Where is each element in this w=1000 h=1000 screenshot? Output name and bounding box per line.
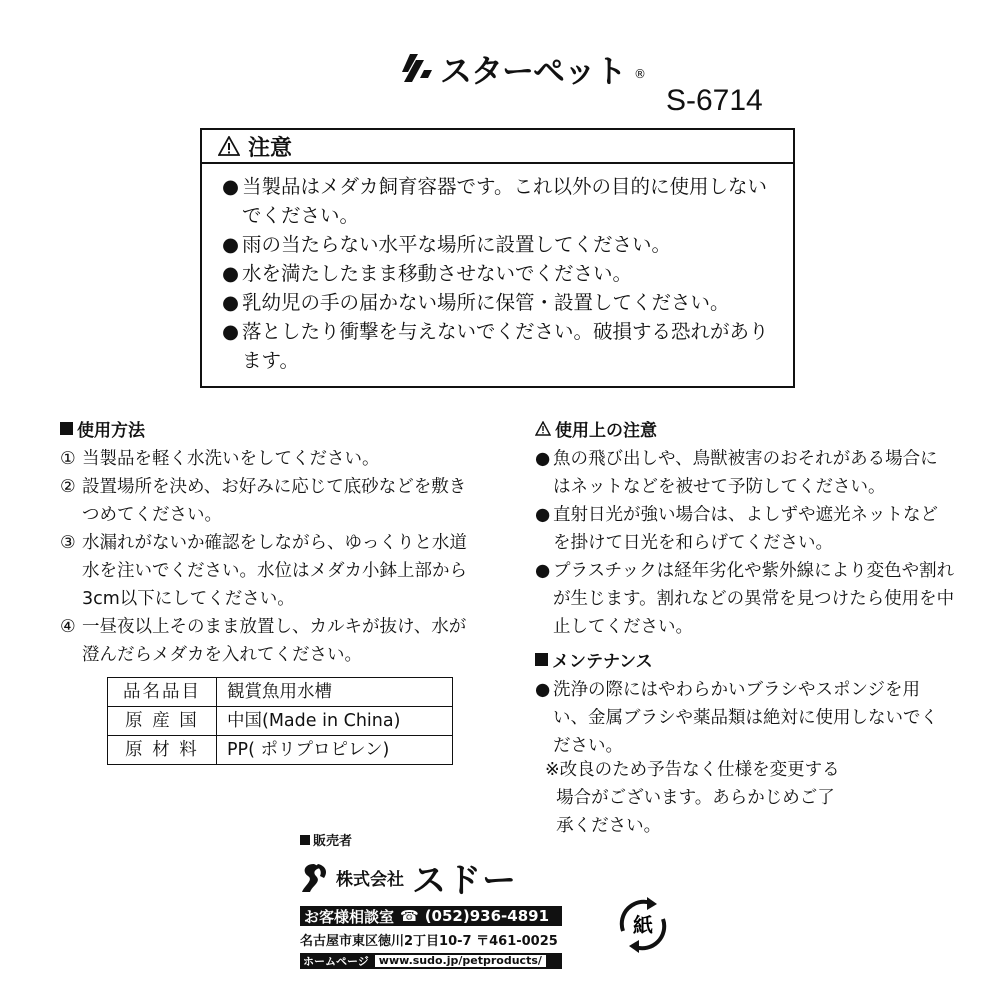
warning-item: ● 乳幼児の手の届かない場所に保管・設置してください。 <box>222 288 783 317</box>
brand-name: スターペット <box>440 52 627 90</box>
step-text: 設置場所を決め、お好みに応じて底砂などを敷きつめてください。 <box>82 477 467 525</box>
seller-block <box>300 830 570 969</box>
warning-list <box>202 172 793 375</box>
usage-steps <box>60 445 470 669</box>
company-logo-icon <box>300 862 328 894</box>
seller-label: 販売者 <box>313 834 353 849</box>
model-number: S-6714 <box>666 84 763 117</box>
usage-step <box>60 473 470 529</box>
company-name: スドー <box>412 861 517 901</box>
phone-label: お客様相談室 <box>304 907 395 926</box>
usage-header <box>60 416 470 441</box>
brand-header <box>400 46 646 92</box>
usage-step <box>60 529 470 613</box>
warning-triangle-icon <box>218 136 240 156</box>
maintenance-title: メンテナンス <box>552 652 653 672</box>
spec-key: 原 材 料 <box>108 736 217 765</box>
company-kind: 株式会社 <box>336 870 404 890</box>
spec-value: 観賞魚用水槽 <box>217 678 453 707</box>
spec-table <box>107 677 453 765</box>
company-name-row <box>300 853 570 902</box>
table-row <box>108 736 453 765</box>
table-row <box>108 678 453 707</box>
website-label: ホームページ <box>303 955 369 968</box>
square-bullet-icon <box>535 653 548 666</box>
website-url[interactable]: www.sudo.jp/petproducts/ <box>375 955 546 967</box>
usage-section <box>60 416 470 669</box>
spec-key: 原 産 国 <box>108 707 217 736</box>
phone-number[interactable]: (052)936-4891 <box>424 907 550 925</box>
step-number: ② <box>60 477 76 497</box>
warning-item: ● 水を満たしたまま移動させないでください。 <box>222 259 783 288</box>
maintenance-item: ● 洗浄の際にはやわらかいブラシやスポンジを用い、金属ブラシや薬品類は絶対に使用しないでください。 <box>535 676 955 760</box>
maintenance-list <box>535 676 955 760</box>
maintenance-section <box>535 647 955 760</box>
step-number: ① <box>60 449 76 469</box>
caution-item: ● 魚の飛び出しや、鳥獣被害のおそれがある場合にはネットなどを被せて予防してください。 <box>535 445 955 501</box>
caution-section <box>535 416 955 641</box>
square-bullet-icon <box>60 422 73 435</box>
warning-title: 注意 <box>248 135 293 161</box>
change-notice: ※改良のため予告なく仕様を変更する 場合がございます。あらかじめご了 承ください。 <box>545 760 840 836</box>
usage-step <box>60 613 470 669</box>
table-row <box>108 707 453 736</box>
spec-value: PP( ポリプロピレン) <box>217 736 453 765</box>
registered-mark: ® <box>634 67 647 81</box>
caution-title: 使用上の注意 <box>555 421 657 441</box>
website-bar <box>300 953 562 969</box>
usage-step <box>60 445 470 473</box>
square-bullet-icon <box>300 835 310 845</box>
step-number: ③ <box>60 533 76 553</box>
warning-item: ● 雨の当たらない水平な場所に設置してください。 <box>222 230 783 259</box>
spec-key: 品名品目 <box>108 678 217 707</box>
step-text: 当製品を軽く水洗いをしてください。 <box>82 449 380 469</box>
caution-item: ● 直射日光が強い場合は、よしずや遮光ネットなどを掛けて日光を和らげてください。 <box>535 501 955 557</box>
caution-item: ● プラスチックは経年劣化や紫外線により変色や割れが生じます。割れなどの異常を見つけたら使用を中止してください。 <box>535 557 955 641</box>
recycle-label: 紙 <box>633 913 653 937</box>
company-address: 名古屋市東区徳川2丁目10-7 〒461-0025 <box>300 934 558 949</box>
brand-logo-icon <box>400 54 434 84</box>
seller-header <box>300 830 570 849</box>
phone-bar <box>300 906 562 926</box>
phone-icon: ☎ <box>400 907 419 925</box>
warning-item: ● 落としたり衝撃を与えないでください。破損する恐れがあります。 <box>222 317 783 375</box>
warning-box <box>200 128 795 388</box>
caution-header <box>535 416 955 441</box>
step-number: ④ <box>60 617 76 637</box>
warning-item: ● 当製品はメダカ飼育容器です。これ以外の目的に使用しないでください。 <box>222 172 783 230</box>
warning-header <box>202 130 793 164</box>
caution-list <box>535 445 955 641</box>
warning-triangle-icon <box>535 421 551 436</box>
maintenance-header <box>535 647 955 672</box>
step-text: 一昼夜以上そのまま放置し、カルキが抜け、水が澄んだらメダカを入れてください。 <box>82 617 467 665</box>
usage-title: 使用方法 <box>77 421 145 441</box>
paper-recycle-icon <box>611 893 675 957</box>
spec-value: 中国(Made in China) <box>217 707 453 736</box>
step-text: 水漏れがないか確認をしながら、ゆっくりと水道水を注いでください。水位はメダカ小鉢上部から3cm以下にしてください。 <box>82 533 467 609</box>
